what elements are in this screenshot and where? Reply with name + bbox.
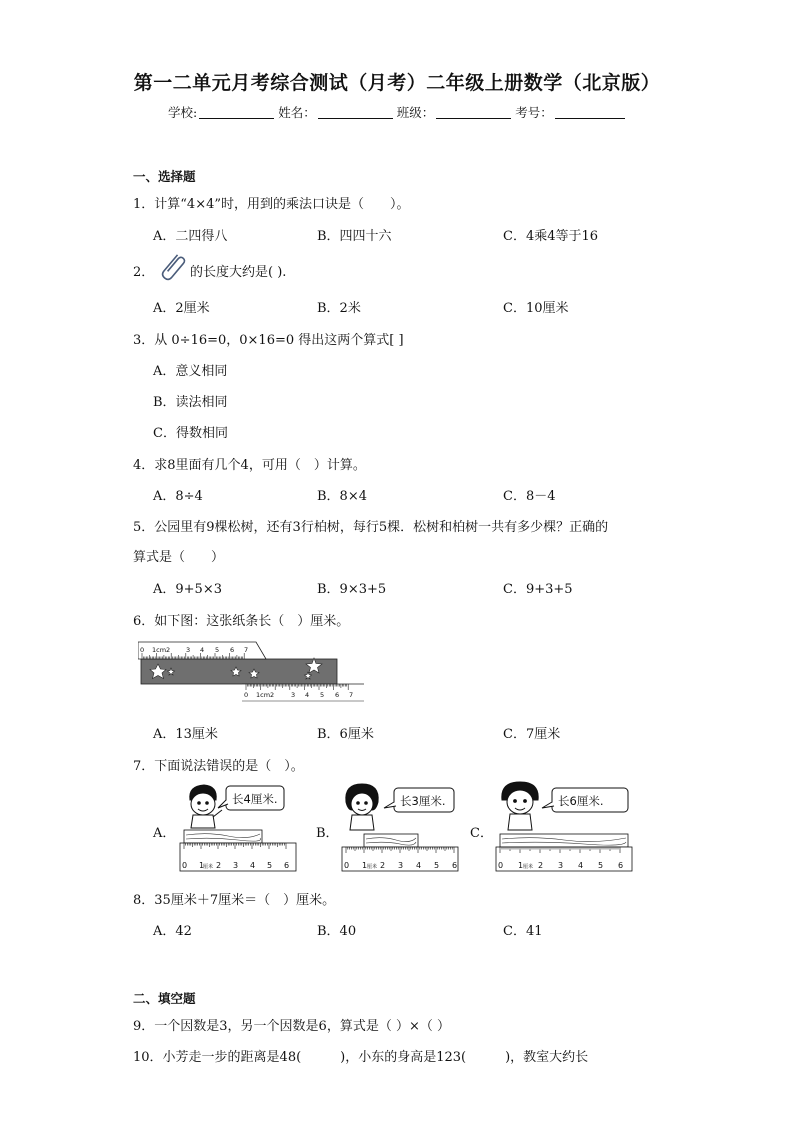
ruler-b-label-3: 3 <box>398 861 404 870</box>
bottom-ruler-label-7: 7 <box>349 691 354 699</box>
ruler-c-label-0: 0 <box>498 861 504 870</box>
top-ruler-label-1: 1cm2 <box>152 646 171 654</box>
ruler-b-label-5: 5 <box>434 861 440 870</box>
q7-picture-a <box>178 782 298 874</box>
paper-strip-ruler-figure <box>138 640 366 706</box>
bottom-ruler-label-6: 6 <box>335 691 340 699</box>
q7-option-a[interactable]: A． <box>153 826 176 841</box>
ruler-a-label-4: 4 <box>250 861 256 870</box>
q5-option-c[interactable]: C．9+3+5 <box>503 582 573 597</box>
q6-option-c[interactable]: C．7厘米 <box>503 727 561 742</box>
ruler-b-label-2: 2 <box>380 861 386 870</box>
top-ruler-label-7: 7 <box>244 646 249 654</box>
ruler-b-label-1: 1 <box>362 861 368 870</box>
ruler-a-label-6: 6 <box>284 861 290 870</box>
ruler-c-unit: 厘米 <box>523 864 534 870</box>
class-blank[interactable] <box>436 106 511 119</box>
ruler-b-label-0: 0 <box>344 861 350 870</box>
q2-option-c[interactable]: C．10厘米 <box>503 301 569 316</box>
q2-option-a[interactable]: A．2厘米 <box>153 301 210 316</box>
question-1: 1．计算“4×4”时，用到的乘法口诀是（ ）。 <box>133 197 410 212</box>
top-ruler-label-0: 0 <box>140 646 145 654</box>
ruler-c-label-2: 2 <box>538 861 544 870</box>
ruler-c-label-1: 1 <box>518 861 524 870</box>
bubble-a-text: 长4厘米. <box>232 792 278 806</box>
q5-option-a[interactable]: A．9+5×3 <box>153 582 222 597</box>
ruler-a-label-0: 0 <box>182 861 188 870</box>
ruler-a-unit: 厘米 <box>203 864 214 870</box>
bottom-ruler-label-0: 0 <box>244 691 249 699</box>
ruler-a-label-1: 1 <box>199 861 205 870</box>
school-blank[interactable] <box>199 106 274 119</box>
q3-option-c[interactable]: C．得数相同 <box>153 426 228 441</box>
ruler-c-label-5: 5 <box>598 861 604 870</box>
q1-option-b[interactable]: B．四四十六 <box>317 229 392 244</box>
page-title: 第一二单元月考综合测试（月考）二年级上册数学（北京版） <box>133 72 661 94</box>
name-blank[interactable] <box>318 106 393 119</box>
paperclip-icon <box>157 252 189 284</box>
section-heading-choice: 一、选择题 <box>133 169 196 184</box>
bottom-ruler-label-1: 1cm2 <box>256 691 275 699</box>
ruler-b-unit: 厘米 <box>367 864 378 870</box>
number-label: 考号： <box>515 105 553 120</box>
question-5-line-2: 算式是（ ） <box>133 550 225 565</box>
section-heading-fill: 二、填空题 <box>133 991 196 1006</box>
question-6: 6．如下图：这张纸条长（ ）厘米。 <box>133 614 350 629</box>
bottom-ruler-label-4: 4 <box>305 691 310 699</box>
q1-option-c[interactable]: C．4乘4等于16 <box>503 229 599 244</box>
q8-option-a[interactable]: A．42 <box>153 924 192 939</box>
q6-option-a[interactable]: A．13厘米 <box>153 727 218 742</box>
q3-option-b[interactable]: B．读法相同 <box>153 395 228 410</box>
q1-option-a[interactable]: A．二四得八 <box>153 229 228 244</box>
ruler-b-label-6: 6 <box>452 861 458 870</box>
class-label: 班级： <box>396 105 435 120</box>
bottom-ruler-label-5: 5 <box>320 691 325 699</box>
number-blank[interactable] <box>555 106 625 119</box>
question-8: 8．35厘米＋7厘米＝（ ）厘米。 <box>133 893 336 908</box>
bottom-ruler-label-3: 3 <box>291 691 296 699</box>
q4-option-c[interactable]: C．8－4 <box>503 489 556 504</box>
top-ruler-label-5: 5 <box>215 646 220 654</box>
q2-option-b[interactable]: B．2米 <box>317 301 361 316</box>
q7-picture-c <box>494 778 634 874</box>
name-label: 姓名： <box>278 105 316 120</box>
student-info-row <box>168 103 629 121</box>
q7-option-b[interactable]: B． <box>316 826 339 841</box>
top-ruler-label-3: 3 <box>186 646 191 654</box>
question-4: 4．求8里面有几个4，可用（ ）计算。 <box>133 458 366 473</box>
question-9: 9．一个因数是3，另一个因数是6，算式是（ ）×（ ） <box>133 1019 450 1034</box>
school-label: 学校: <box>168 105 198 120</box>
ruler-a-label-5: 5 <box>267 861 273 870</box>
question-7: 7．下面说法错误的是（ ）。 <box>133 759 304 774</box>
q6-option-b[interactable]: B．6厘米 <box>317 727 374 742</box>
ruler-c-label-3: 3 <box>558 861 564 870</box>
q7-picture-b <box>340 782 460 874</box>
q7-option-c[interactable]: C． <box>470 826 493 841</box>
question-5-line-1: 5．公园里有9棵松树，还有3行柏树，每行5棵．松树和柏树一共有多少棵？正确的 <box>133 520 609 535</box>
q8-option-b[interactable]: B．40 <box>317 924 357 939</box>
q4-option-b[interactable]: B．8×4 <box>317 489 367 504</box>
bubble-b-text: 长3厘米. <box>400 794 446 808</box>
question-3: 3．从 0÷16=0，0×16=0 得出这两个算式[ ] <box>133 333 404 348</box>
ruler <box>496 847 632 871</box>
ruler-a-label-3: 3 <box>233 861 239 870</box>
ruler-c-label-4: 4 <box>578 861 584 870</box>
question-2: 的长度大约是( ). <box>190 265 287 280</box>
q4-option-a[interactable]: A．8÷4 <box>153 489 203 504</box>
q3-option-a[interactable]: A．意义相同 <box>153 364 228 379</box>
q5-option-b[interactable]: B．9×3+5 <box>317 582 387 597</box>
ruler-b-label-4: 4 <box>416 861 422 870</box>
question-10: 10．小芳走一步的距离是48( )，小东的身高是123( )，教室大约长 <box>133 1050 589 1065</box>
ruler-c-label-6: 6 <box>618 861 624 870</box>
top-ruler-label-4: 4 <box>200 646 205 654</box>
ruler-a-label-2: 2 <box>216 861 222 870</box>
top-ruler-label-6: 6 <box>230 646 235 654</box>
q8-option-c[interactable]: C．41 <box>503 924 543 939</box>
question-2-number: 2． <box>133 265 155 280</box>
bubble-c-text: 长6厘米. <box>558 794 604 808</box>
